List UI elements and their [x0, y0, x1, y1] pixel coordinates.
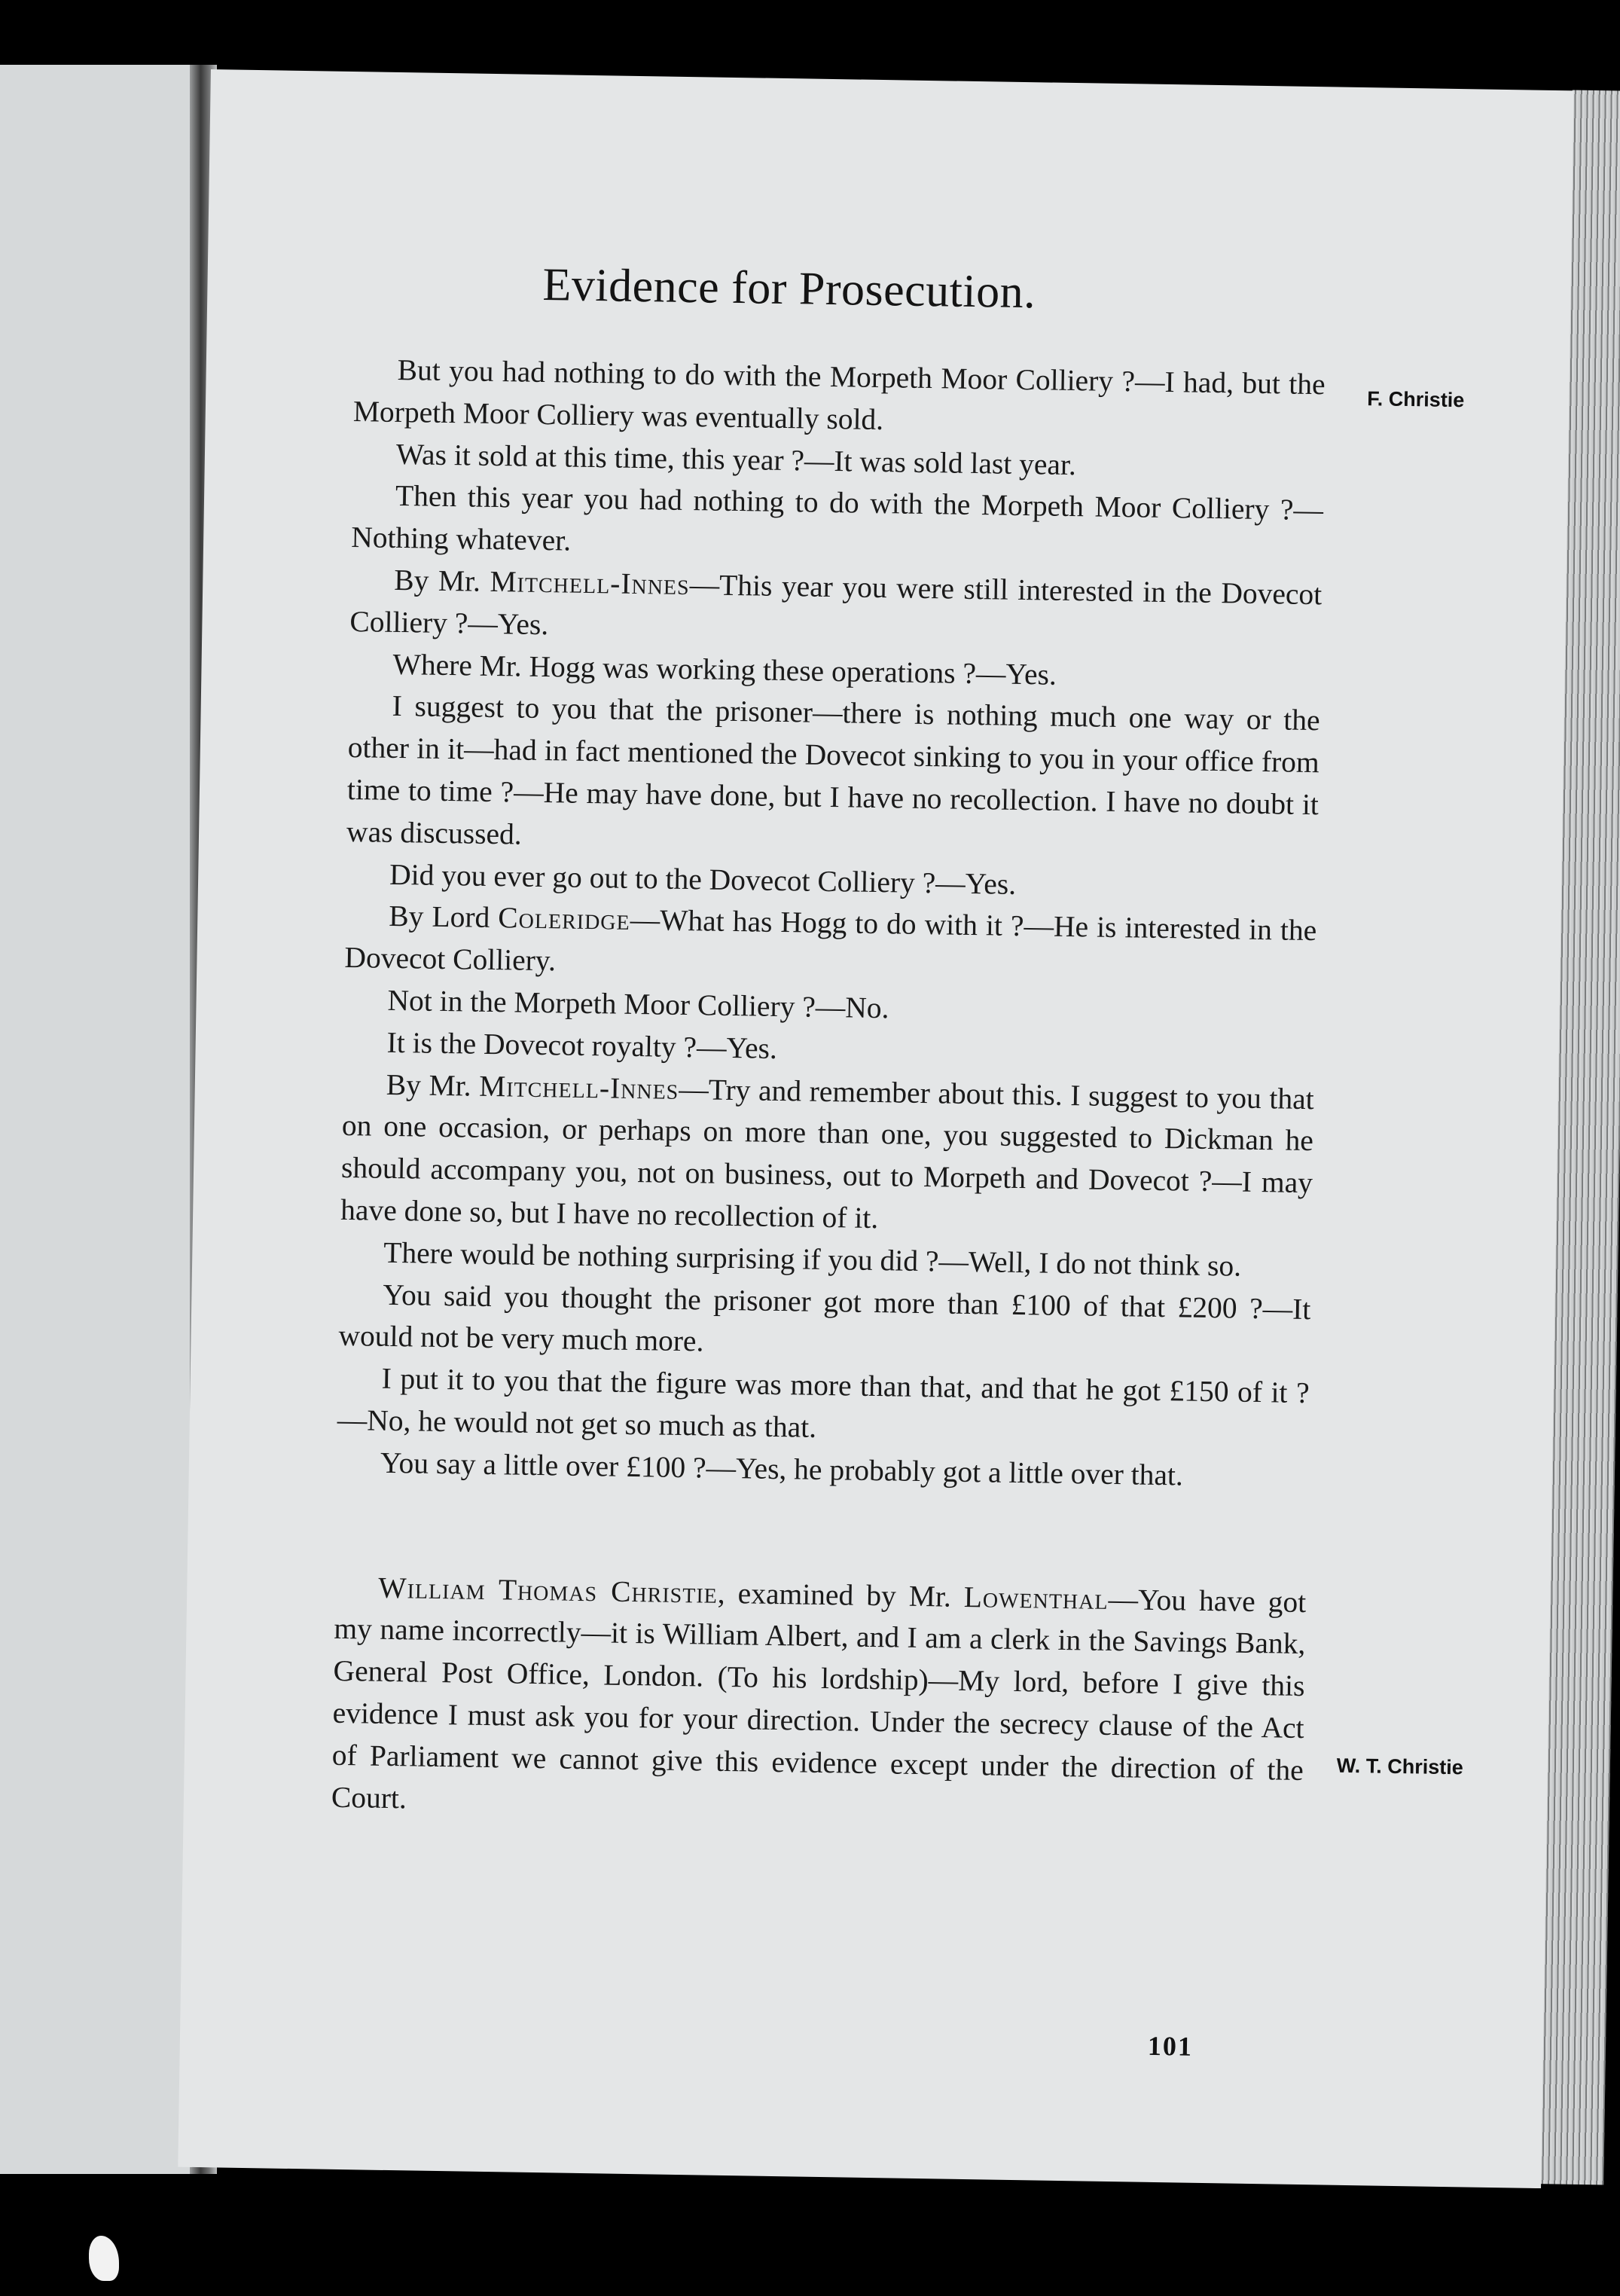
paragraph: You say a little over £100 ?—Yes, he probably got a little over that.	[380, 1446, 1184, 1492]
book-page	[178, 69, 1574, 2188]
paragraph: There would be nothing surprising if you did ?—Well, I do not think so.	[383, 1235, 1242, 1283]
facing-page-edge	[0, 65, 197, 2174]
paragraph: Then this year you had nothing to do with the Morpeth Moor Colliery ?—Nothing whatever.	[350, 479, 1324, 557]
paragraph: By Mr. Mitchell-Innes—Try and remember about this. I suggest to you that on one occasion, or perhaps on more than one, you suggested to Dickman he should accompany you, not on business, out to Morpeth and Dovecot ?—I may have done so, but I have no recollection of it.	[340, 1067, 1315, 1235]
paragraph: But you had nothing to do with the Morpeth Moor Colliery ?—I had, but the Morpeth Moor Colliery was eventually sold.	[352, 353, 1326, 436]
witness-name: William Thomas Christie	[378, 1571, 718, 1610]
paragraph: You said you thought the prisoner got more than £100 of that £200 ?—It would not be very much more.	[338, 1278, 1311, 1358]
examiner-name: Lowenthal	[963, 1580, 1109, 1616]
witness-paragraph: William Thomas Christie, examined by Mr. Lowenthal—You have got my name incorrectly—it is William Albert, and I am a clerk in the Savings Bank, General Post Office, London. (To his lordship)—My lord, before I give this evidence I must ask you for your direction. Under the secrecy clause of the Act of Parliament we cannot give this evidence except under the direction of the Court.	[331, 1571, 1307, 1815]
paragraph: Where Mr. Hogg was working these operations ?—Yes.	[392, 647, 1057, 692]
paragraph: I suggest to you that the prisoner—there is nothing much one way or the other in it—had in fact mentioned the Dovecot sinking to you in your office from time to time ?—He may have done, but I have no recollection. I have no doubt it was discussed.	[346, 689, 1320, 851]
page-title: Evidence for Prosecution.	[542, 258, 1036, 319]
scan-border-top	[0, 0, 1620, 65]
speaker-name: Coleridge	[498, 901, 631, 937]
section-gap	[335, 1483, 1308, 1581]
speaker-name: Mitchell-Innes	[478, 1069, 679, 1106]
page-number: 101	[1147, 2030, 1194, 2062]
body-text	[331, 349, 1326, 1833]
scan-border-bottom	[0, 2188, 1620, 2296]
margin-note-w-t-christie: W. T. Christie	[1336, 1754, 1464, 1779]
paragraph: Did you ever go out to the Dovecot Colliery ?—Yes.	[389, 857, 1017, 901]
paragraph: I put it to you that the figure was more than that, and that he got £150 of it ?—No, he would not get so much as that.	[337, 1361, 1310, 1444]
speaker-name: Mitchell-Innes	[490, 564, 691, 602]
paragraph: Not in the Morpeth Moor Colliery ?—No.	[387, 983, 889, 1025]
paragraph: By Lord Coleridge—What has Hogg to do with it ?—He is interested in the Dovecot Colliery.	[344, 899, 1317, 978]
paragraph: By Mr. Mitchell-Innes—This year you were still interested in the Dovecot Colliery ?—Yes.	[349, 563, 1323, 641]
margin-note-f-christie: F. Christie	[1367, 387, 1465, 412]
paragraph: Was it sold at this time, this year ?—It was sold last year.	[395, 437, 1077, 481]
paragraph: It is the Dovecot royalty ?—Yes.	[386, 1025, 778, 1065]
